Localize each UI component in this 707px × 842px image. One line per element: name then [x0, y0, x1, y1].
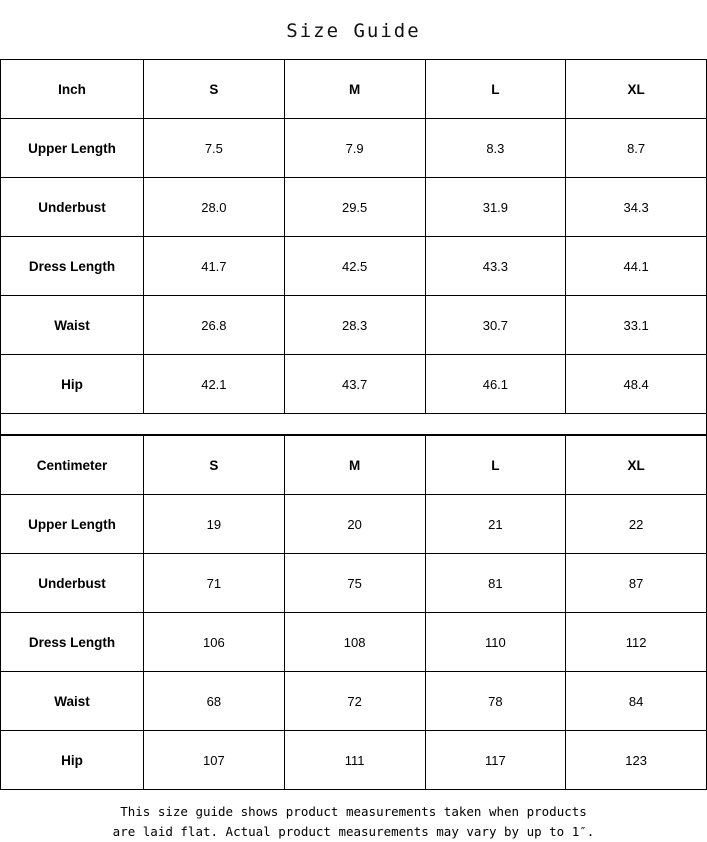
cell-value: 48.4 [566, 355, 707, 414]
cell-value: 28.0 [144, 178, 285, 237]
footnote-line-2: are laid flat. Actual product measurements may vary by up to 1″. [112, 824, 595, 839]
table-row [1, 296, 707, 355]
row-label: Waist [1, 296, 144, 355]
cell-value: 33.1 [566, 296, 707, 355]
cell-value: 22 [566, 495, 707, 554]
size-header-xl: XL [566, 60, 707, 119]
cell-value: 72 [284, 672, 425, 731]
row-label: Hip [1, 355, 144, 414]
cell-value: 21 [425, 495, 566, 554]
cell-value: 43.3 [425, 237, 566, 296]
cell-value: 110 [425, 613, 566, 672]
size-header-xl: XL [566, 436, 707, 495]
cell-value: 20 [284, 495, 425, 554]
row-label: Hip [1, 731, 144, 790]
unit-label-centimeter: Centimeter [1, 436, 144, 495]
row-label: Upper Length [1, 119, 144, 178]
centimeter-size-table [0, 435, 707, 790]
cell-value: 30.7 [425, 296, 566, 355]
table-row [1, 613, 707, 672]
cell-value: 75 [284, 554, 425, 613]
cell-value: 8.3 [425, 119, 566, 178]
table-row [1, 495, 707, 554]
size-header-s: S [144, 436, 285, 495]
row-label: Dress Length [1, 237, 144, 296]
cell-value: 117 [425, 731, 566, 790]
cell-value: 68 [144, 672, 285, 731]
cell-value: 112 [566, 613, 707, 672]
table-row [1, 355, 707, 414]
row-label: Waist [1, 672, 144, 731]
cell-value: 46.1 [425, 355, 566, 414]
unit-label-inch: Inch [1, 60, 144, 119]
row-label: Upper Length [1, 495, 144, 554]
page-title: Size Guide [286, 20, 421, 42]
cell-value: 26.8 [144, 296, 285, 355]
cell-value: 71 [144, 554, 285, 613]
cell-value: 7.5 [144, 119, 285, 178]
size-header-l: L [425, 436, 566, 495]
table-row [1, 237, 707, 296]
cell-value: 81 [425, 554, 566, 613]
cell-value: 111 [284, 731, 425, 790]
cell-value: 84 [566, 672, 707, 731]
cell-value: 78 [425, 672, 566, 731]
table-header-row [1, 60, 707, 119]
footnote-line-1: This size guide shows product measurements taken when products [120, 804, 587, 819]
cell-value: 106 [144, 613, 285, 672]
row-label: Dress Length [1, 613, 144, 672]
table-row [1, 178, 707, 237]
row-label: Underbust [1, 554, 144, 613]
cell-value: 107 [144, 731, 285, 790]
cell-value: 43.7 [284, 355, 425, 414]
cell-value: 44.1 [566, 237, 707, 296]
cell-value: 7.9 [284, 119, 425, 178]
cell-value: 108 [284, 613, 425, 672]
cell-value: 123 [566, 731, 707, 790]
size-header-s: S [144, 60, 285, 119]
cell-value: 42.5 [284, 237, 425, 296]
footnote [0, 790, 707, 842]
size-header-l: L [425, 60, 566, 119]
table-header-row [1, 436, 707, 495]
table-row [1, 731, 707, 790]
row-label: Underbust [1, 178, 144, 237]
size-header-m: M [284, 60, 425, 119]
cell-value: 34.3 [566, 178, 707, 237]
cell-value: 41.7 [144, 237, 285, 296]
cell-value: 19 [144, 495, 285, 554]
cell-value: 42.1 [144, 355, 285, 414]
table-separator [0, 414, 707, 435]
cell-value: 28.3 [284, 296, 425, 355]
cell-value: 31.9 [425, 178, 566, 237]
cell-value: 29.5 [284, 178, 425, 237]
table-row [1, 554, 707, 613]
table-row [1, 672, 707, 731]
cell-value: 8.7 [566, 119, 707, 178]
cell-value: 87 [566, 554, 707, 613]
size-header-m: M [284, 436, 425, 495]
inch-size-table [0, 59, 707, 414]
table-row [1, 119, 707, 178]
